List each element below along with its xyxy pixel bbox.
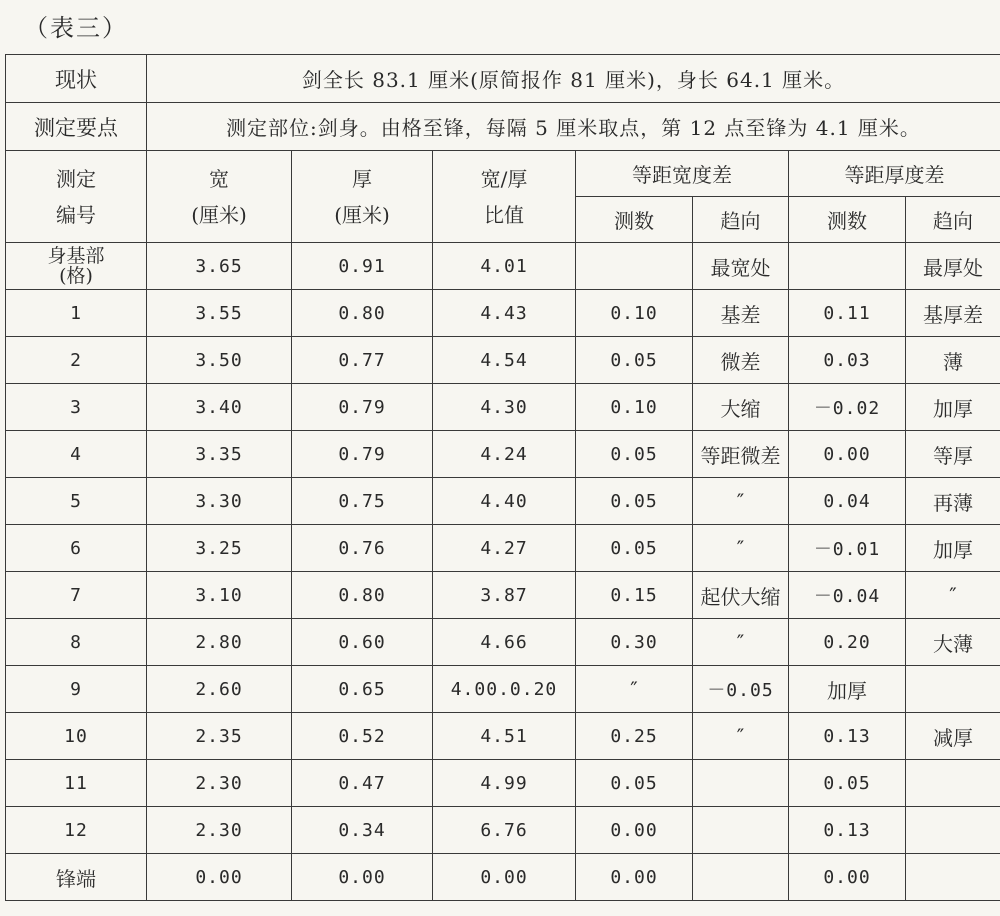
cell-thickness-trend xyxy=(906,854,1000,901)
cell-width: 3.35 xyxy=(147,431,292,478)
cell-id: 12 xyxy=(6,807,147,854)
table-row xyxy=(6,431,1000,478)
table-row xyxy=(6,619,1000,666)
cell-width-trend: 微差 xyxy=(693,337,789,384)
cell-thickness-diff: －0.02 xyxy=(789,384,906,431)
cell-id: 5 xyxy=(6,478,147,525)
cell-width-trend: 最宽处 xyxy=(693,243,789,290)
cell-width: 0.00 xyxy=(147,854,292,901)
cell-ratio: 4.99 xyxy=(433,760,576,807)
cell-thickness: 0.60 xyxy=(292,619,433,666)
table-row xyxy=(6,337,1000,384)
cell-id: 11 xyxy=(6,760,147,807)
cell-width-diff: 0.00 xyxy=(576,854,693,901)
header-width-line2: (厘米) xyxy=(191,202,247,227)
cell-width-diff xyxy=(576,243,693,290)
cell-thickness-trend: 薄 xyxy=(906,337,1000,384)
cell-width-trend: 等距微差 xyxy=(693,431,789,478)
cell-thickness-trend: 最厚处 xyxy=(906,243,1000,290)
cell-width: 3.40 xyxy=(147,384,292,431)
cell-id: 9 xyxy=(6,666,147,713)
cell-width-diff: 0.05 xyxy=(576,760,693,807)
cell-width: 2.30 xyxy=(147,760,292,807)
header-ratio xyxy=(433,151,576,243)
cell-ratio: 4.01 xyxy=(433,243,576,290)
cell-width-diff: 0.15 xyxy=(576,572,693,619)
cell-thickness-diff: 0.13 xyxy=(789,807,906,854)
table-row xyxy=(6,290,1000,337)
cell-width-trend xyxy=(693,760,789,807)
cell-ratio: 4.54 xyxy=(433,337,576,384)
cell-width: 3.10 xyxy=(147,572,292,619)
cell-thickness: 0.79 xyxy=(292,431,433,478)
cell-width-diff: 0.10 xyxy=(576,290,693,337)
cell-thickness-diff: 0.05 xyxy=(789,760,906,807)
cell-thickness-diff: －0.01 xyxy=(789,525,906,572)
cell-ratio: 4.43 xyxy=(433,290,576,337)
cell-thickness-trend: ″ xyxy=(906,572,1000,619)
cell-width: 2.60 xyxy=(147,666,292,713)
table-row xyxy=(6,666,1000,713)
cell-width: 3.30 xyxy=(147,478,292,525)
cell-thickness-diff: 0.00 xyxy=(789,431,906,478)
cell-id: 身基部 (格) xyxy=(6,243,147,290)
cell-thickness-diff: －0.04 xyxy=(789,572,906,619)
header-width xyxy=(147,151,292,243)
cell-ratio: 4.00.0.20 xyxy=(433,666,576,713)
cell-ratio: 4.40 xyxy=(433,478,576,525)
cell-thickness-trend: 减厚 xyxy=(906,713,1000,760)
cell-thickness-trend xyxy=(906,760,1000,807)
header-row-1 xyxy=(6,151,1000,197)
header-thickness xyxy=(292,151,433,243)
cell-thickness: 0.52 xyxy=(292,713,433,760)
cell-ratio: 4.27 xyxy=(433,525,576,572)
cell-id: 7 xyxy=(6,572,147,619)
cell-ratio: 4.30 xyxy=(433,384,576,431)
cell-width-trend: 起伏大缩 xyxy=(693,572,789,619)
cell-width-trend xyxy=(693,854,789,901)
cell-thickness: 0.47 xyxy=(292,760,433,807)
cell-id: 锋端 xyxy=(6,854,147,901)
cell-ratio: 6.76 xyxy=(433,807,576,854)
cell-thickness-trend xyxy=(906,666,1000,713)
cell-ratio: 4.66 xyxy=(433,619,576,666)
method-value: 测定部位:剑身。由格至锋，每隔 5 厘米取点，第 12 点至锋为 4.1 厘米。 xyxy=(147,103,1000,151)
cell-width-trend: ″ xyxy=(693,619,789,666)
cell-thickness: 0.00 xyxy=(292,854,433,901)
method-row xyxy=(6,103,1000,151)
header-thickness-diff-value: 测数 xyxy=(789,197,906,243)
measurement-table xyxy=(5,54,1000,901)
cell-thickness: 0.76 xyxy=(292,525,433,572)
cell-ratio: 4.24 xyxy=(433,431,576,478)
cell-thickness-diff xyxy=(789,243,906,290)
cell-id: 10 xyxy=(6,713,147,760)
header-thickness-line2: (厘米) xyxy=(334,202,390,227)
cell-id: 3 xyxy=(6,384,147,431)
cell-ratio: 4.51 xyxy=(433,713,576,760)
cell-thickness-diff: 0.00 xyxy=(789,854,906,901)
cell-width: 2.35 xyxy=(147,713,292,760)
status-label: 现状 xyxy=(6,55,147,103)
cell-thickness: 0.77 xyxy=(292,337,433,384)
cell-width-diff: 0.05 xyxy=(576,431,693,478)
cell-thickness-diff: 加厚 xyxy=(789,666,906,713)
status-row xyxy=(6,55,1000,103)
header-id-line1: 测定 xyxy=(56,166,96,191)
cell-width-diff: ″ xyxy=(576,666,693,713)
cell-width-trend: ″ xyxy=(693,713,789,760)
table-row xyxy=(6,807,1000,854)
cell-id: 8 xyxy=(6,619,147,666)
cell-width: 3.55 xyxy=(147,290,292,337)
cell-width-diff: 0.30 xyxy=(576,619,693,666)
cell-width-trend: －0.05 xyxy=(693,666,789,713)
table-row xyxy=(6,713,1000,760)
table-caption: （表三） xyxy=(24,14,128,42)
cell-thickness-trend: 等厚 xyxy=(906,431,1000,478)
cell-thickness-diff: 0.04 xyxy=(789,478,906,525)
cell-width-trend xyxy=(693,807,789,854)
cell-thickness-diff: 0.20 xyxy=(789,619,906,666)
cell-width-trend: 基差 xyxy=(693,290,789,337)
cell-width: 2.30 xyxy=(147,807,292,854)
cell-thickness-trend: 基厚差 xyxy=(906,290,1000,337)
table-row xyxy=(6,760,1000,807)
cell-id: 4 xyxy=(6,431,147,478)
table-row xyxy=(6,243,1000,290)
table-row xyxy=(6,384,1000,431)
cell-width-diff: 0.05 xyxy=(576,525,693,572)
header-id-line2: 编号 xyxy=(56,202,96,227)
cell-ratio: 3.87 xyxy=(433,572,576,619)
table-row xyxy=(6,854,1000,901)
cell-thickness-diff: 0.13 xyxy=(789,713,906,760)
method-label: 测定要点 xyxy=(6,103,147,151)
header-id xyxy=(6,151,147,243)
header-thickness-line1: 厚 xyxy=(352,166,372,191)
cell-thickness-trend: 加厚 xyxy=(906,525,1000,572)
cell-thickness: 0.91 xyxy=(292,243,433,290)
cell-ratio: 0.00 xyxy=(433,854,576,901)
cell-width-diff: 0.10 xyxy=(576,384,693,431)
table-row xyxy=(6,478,1000,525)
cell-thickness: 0.80 xyxy=(292,290,433,337)
cell-width-diff: 0.05 xyxy=(576,478,693,525)
cell-thickness: 0.65 xyxy=(292,666,433,713)
header-width-diff-value: 测数 xyxy=(576,197,693,243)
cell-thickness: 0.75 xyxy=(292,478,433,525)
cell-thickness: 0.34 xyxy=(292,807,433,854)
table-row xyxy=(6,572,1000,619)
cell-width-diff: 0.05 xyxy=(576,337,693,384)
cell-thickness-diff: 0.03 xyxy=(789,337,906,384)
cell-width: 3.65 xyxy=(147,243,292,290)
header-width-diff-group: 等距宽度差 xyxy=(576,151,789,197)
cell-width-trend: ″ xyxy=(693,478,789,525)
cell-thickness-trend: 再薄 xyxy=(906,478,1000,525)
table-row xyxy=(6,525,1000,572)
header-width-line1: 宽 xyxy=(209,166,229,191)
header-ratio-line1: 宽/厚 xyxy=(480,166,528,191)
cell-width-diff: 0.25 xyxy=(576,713,693,760)
cell-width: 3.25 xyxy=(147,525,292,572)
cell-width-diff: 0.00 xyxy=(576,807,693,854)
cell-id: 1 xyxy=(6,290,147,337)
cell-thickness: 0.79 xyxy=(292,384,433,431)
cell-thickness-trend xyxy=(906,807,1000,854)
cell-thickness: 0.80 xyxy=(292,572,433,619)
cell-width: 2.80 xyxy=(147,619,292,666)
cell-width-trend: 大缩 xyxy=(693,384,789,431)
cell-id: 6 xyxy=(6,525,147,572)
cell-thickness-diff: 0.11 xyxy=(789,290,906,337)
header-width-diff-trend: 趋向 xyxy=(693,197,789,243)
cell-width-trend: ″ xyxy=(693,525,789,572)
cell-id: 2 xyxy=(6,337,147,384)
cell-thickness-trend: 大薄 xyxy=(906,619,1000,666)
header-thickness-diff-group: 等距厚度差 xyxy=(789,151,1000,197)
cell-thickness-trend: 加厚 xyxy=(906,384,1000,431)
cell-width: 3.50 xyxy=(147,337,292,384)
header-thickness-diff-trend: 趋向 xyxy=(906,197,1000,243)
header-ratio-line2: 比值 xyxy=(484,202,524,227)
status-value: 剑全长 83.1 厘米(原简报作 81 厘米)，身长 64.1 厘米。 xyxy=(147,55,1000,103)
